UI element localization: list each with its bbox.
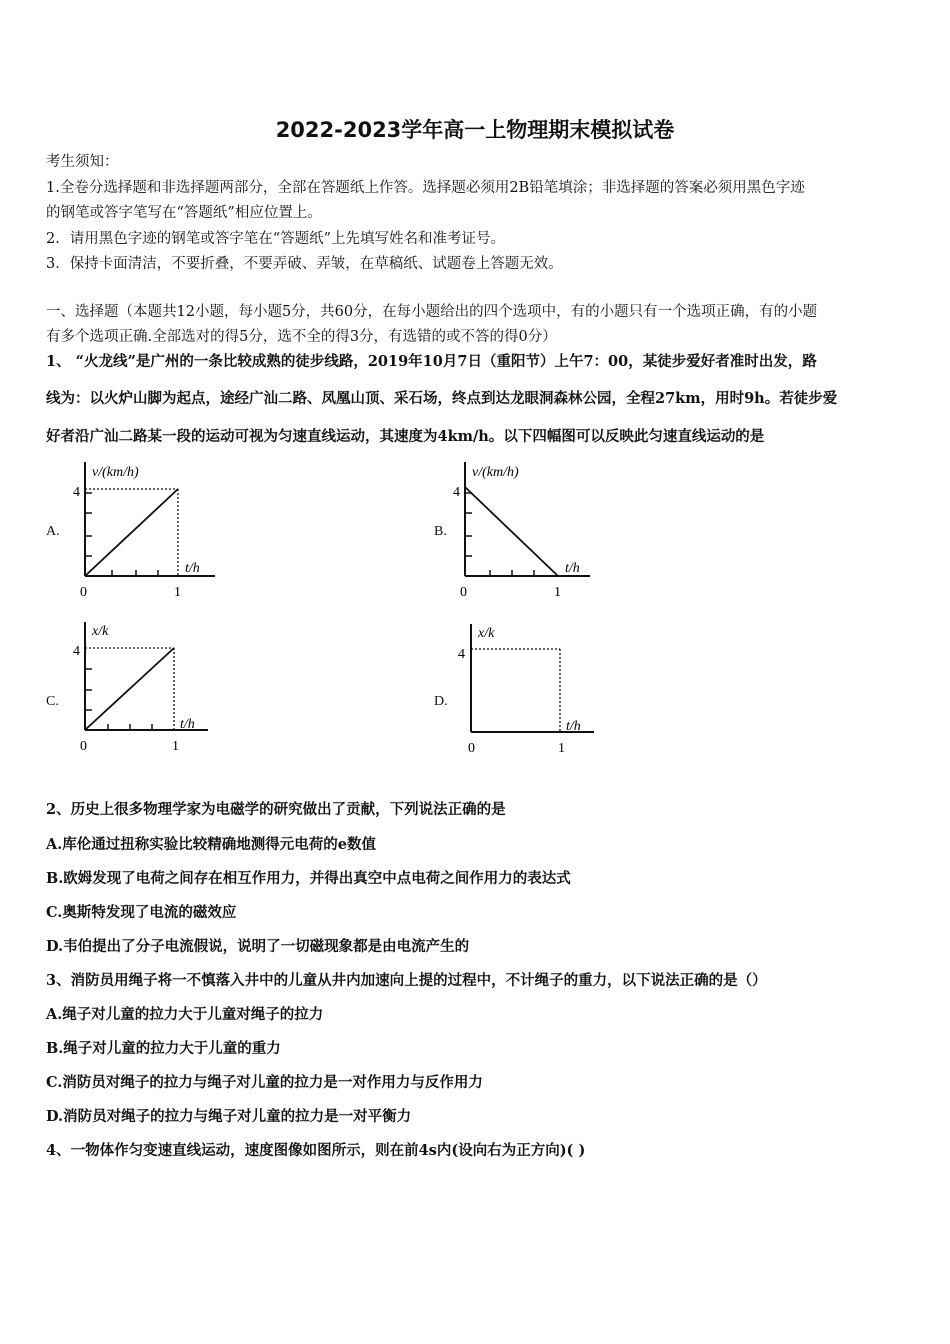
- notice-item-3: 3．保持卡面清洁，不要折叠，不要弄破、弄皱，在草稿纸、试题卷上答题无效。: [46, 256, 563, 272]
- section-1-instructions-cont: 有多个选项正确.全部选对的得5分，选不全的得3分，有选错的或不答的得0分）: [46, 329, 557, 345]
- question-3-option-b: B.绳子对儿童的拉力大于儿童的重力: [46, 1040, 281, 1057]
- graph-b-y-tick: 4: [453, 485, 460, 500]
- notice-item-1-cont: 的钢笔或答字笔写在“答题纸”相应位置上。: [46, 205, 322, 221]
- graph-d-x-tick: 1: [558, 741, 565, 756]
- graph-b-line: [465, 487, 558, 576]
- graph-a-x-label: t/h: [185, 561, 200, 576]
- question-2-option-d: D.韦伯提出了分子电流假说，说明了一切磁现象都是由电流产生的: [46, 938, 470, 955]
- graph-c-x-tick: 1: [172, 739, 179, 754]
- question-2-option-b: B.欧姆发现了电荷之间存在相互作用力，并得出真空中点电荷之间作用力的表达式: [46, 870, 571, 887]
- question-2-stem: 2、历史上很多物理学家为电磁学的研究做出了贡献，下列说法正确的是: [46, 801, 506, 818]
- graph-d-y-label: x/k: [478, 626, 495, 641]
- graph-c-line: [85, 648, 174, 730]
- graph-b: [450, 458, 600, 606]
- graph-a: [70, 458, 220, 606]
- question-4-stem: 4、一物体作匀变速直线运动，速度图像如图所示，则在前4s内(设向右为正方向)( ): [46, 1142, 586, 1159]
- notice-item-1: 1.全卷分选择题和非选择题两部分，全部在答题纸上作答。选择题必须用2B铅笔填涂；非选择题的答案必须用黑色字迹: [46, 180, 805, 196]
- graph-c-y-label: x/k: [92, 624, 109, 639]
- graph-b-x-label: t/h: [565, 561, 580, 576]
- page-title: 2022-2023学年高一上物理期末模拟试卷: [275, 118, 675, 142]
- section-1-instructions: 一、选择题（本题共12小题，每小题5分，共60分，在每小题给出的四个选项中，有的小题只有一个选项正确，有的小题: [46, 304, 818, 320]
- graph-b-ticks: [465, 493, 534, 576]
- graph-d-y-tick: 4: [458, 647, 465, 662]
- option-b-label: B.: [434, 524, 447, 539]
- question-1-line-2: 线为：以火炉山脚为起点，途经广汕二路、凤凰山顶、采石场，终点到达龙眼洞森林公园，全程27km，用时9h。若徒步爱: [46, 390, 838, 407]
- graph-c-origin: 0: [80, 739, 87, 754]
- question-3-stem: 3、消防员用绳子将一不慎落入井中的儿童从井内加速向上提的过程中，不计绳子的重力，以下说法正确的是（）: [46, 972, 767, 989]
- graph-b-origin: 0: [460, 585, 467, 600]
- option-c-label: C.: [46, 694, 59, 709]
- graph-a-y-tick: 4: [73, 485, 80, 500]
- graph-a-y-label: v/(km/h): [92, 465, 139, 480]
- graph-b-x-tick: 1: [554, 585, 561, 600]
- question-3-option-c: C.消防员对绳子的拉力与绳子对儿童的拉力是一对作用力与反作用力: [46, 1074, 483, 1091]
- question-1-line-1: 1、 “火龙线”是广州的一条比较成熟的徒步线路，2019年10月7日（重阳节）上午7：00，某徒步爱好者准时出发，路: [46, 353, 817, 370]
- question-1-line-3: 好者沿广汕二路某一段的运动可视为匀速直线运动，其速度为4km/h。以下四幅图可以反映此匀速直线运动的是: [46, 428, 765, 445]
- graph-c: [70, 618, 220, 758]
- option-a-label: A.: [46, 524, 60, 539]
- graph-c-y-tick: 4: [73, 644, 80, 659]
- graph-d: [456, 620, 606, 760]
- question-3-option-a: A.绳子对儿童的拉力大于儿童对绳子的拉力: [46, 1006, 324, 1023]
- graph-a-x-tick: 1: [174, 585, 181, 600]
- option-d-label: D.: [434, 694, 448, 709]
- graph-c-x-label: t/h: [180, 717, 195, 732]
- question-2-option-c: C.奥斯特发现了电流的磁效应: [46, 904, 237, 921]
- graph-d-origin: 0: [468, 741, 475, 756]
- graph-a-ticks: [85, 493, 158, 576]
- graph-d-x-label: t/h: [566, 719, 581, 734]
- question-2-option-a: A.库伦通过扭称实验比较精确地测得元电荷的e数值: [46, 836, 377, 853]
- notice-heading: 考生须知：: [46, 154, 119, 170]
- graph-b-y-label: v/(km/h): [472, 465, 519, 480]
- graph-a-origin: 0: [80, 585, 87, 600]
- notice-item-2: 2．请用黑色字迹的钢笔或答字笔在“答题纸”上先填写姓名和准考证号。: [46, 231, 506, 247]
- graph-a-line: [85, 489, 178, 576]
- question-3-option-d: D.消防员对绳子的拉力与绳子对儿童的拉力是一对平衡力: [46, 1108, 412, 1125]
